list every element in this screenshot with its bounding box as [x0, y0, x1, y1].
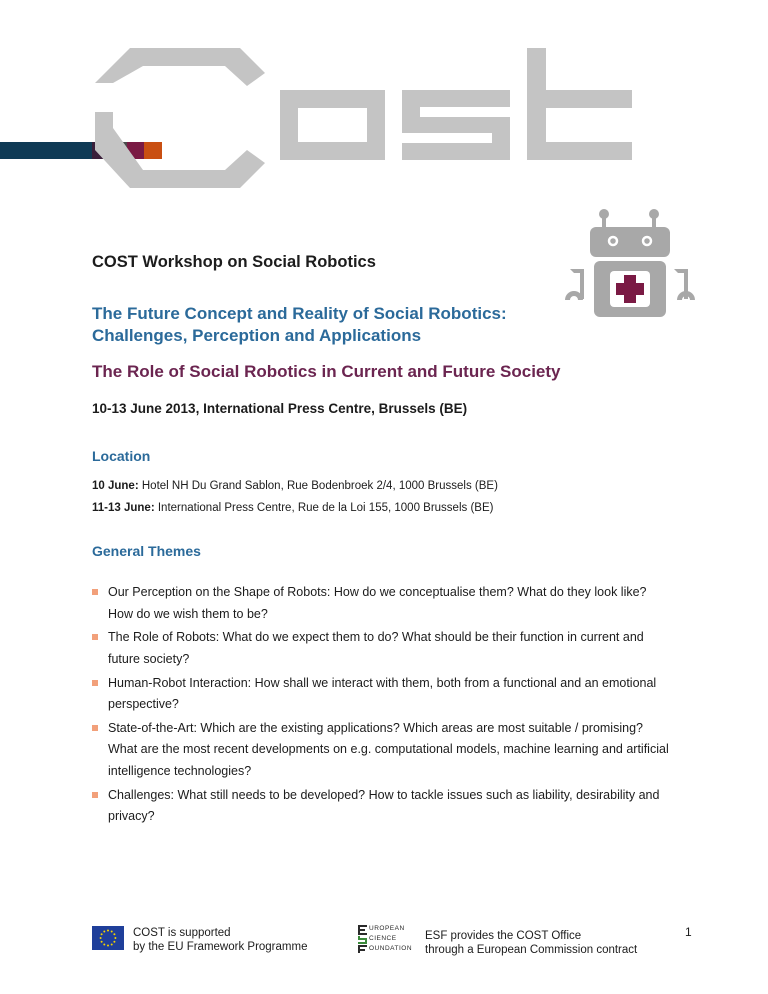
location-line — [92, 480, 498, 492]
bullet-icon — [92, 634, 98, 640]
subtitle-line-2: Challenges, Perception and Applications — [92, 326, 422, 345]
theme-item: Challenges: What still needs to be developed? How to tackle issues such as liability, desirability and privacy? — [92, 785, 692, 828]
themes-heading: General Themes — [92, 543, 201, 559]
location-heading: Location — [92, 448, 151, 464]
dateline: 10-13 June 2013, International Press Centre, Brussels (BE) — [92, 401, 468, 416]
logo-t-shape — [527, 48, 632, 160]
esf-letters-icon — [357, 924, 369, 954]
theme-item: State-of-the-Art: Which are the existing applications? Which areas are most suitable / promising? What are the most recent developments on e.g. computational models, machine learning and artificial intelligence technologies? — [92, 718, 692, 783]
location-line — [92, 502, 493, 514]
logo-stripe-orange — [144, 142, 162, 159]
subtitle — [92, 303, 507, 347]
theme-item: Our Perception on the Shape of Robots: How do we conceptualise them? What do they look like? How do we wish them to be? — [92, 582, 692, 625]
bullet-icon — [92, 680, 98, 686]
esf-logo: UROPEAN CIENCE OUNDATION — [357, 924, 421, 954]
eu-support-text: COST is supported by the EU Framework Programme — [133, 927, 308, 953]
logo-s-shape — [402, 90, 510, 160]
location-text: International Press Centre, Rue de la Loi 155, 1000 Brussels (BE) — [154, 502, 494, 514]
theme-item: Human-Robot Interaction: How shall we interact with them, both from a functional and an emotional perspective? — [92, 673, 692, 716]
bullet-icon — [92, 589, 98, 595]
cost-logo — [0, 0, 768, 200]
esf-text: ESF provides the COST Office through a European Commission contract — [425, 930, 638, 956]
page-number: 1 — [685, 925, 692, 939]
robot-icon — [560, 205, 700, 320]
role-title: The Role of Social Robotics in Current and Future Society — [92, 362, 561, 381]
location-date: 11-13 June: — [92, 502, 155, 514]
logo-c-shape — [95, 48, 265, 188]
bullet-icon — [92, 792, 98, 798]
workshop-title: COST Workshop on Social Robotics — [92, 253, 376, 271]
location-date: 10 June: — [92, 480, 139, 492]
logo-o-shape — [280, 90, 385, 160]
theme-item: The Role of Robots: What do we expect them to do? What should be their function in current and future society? — [92, 627, 692, 670]
bullet-icon — [92, 725, 98, 731]
logo-stripe-navy — [0, 142, 92, 159]
eu-flag-icon — [92, 926, 124, 950]
location-text: Hotel NH Du Grand Sablon, Rue Bodenbroek 2/4, 1000 Brussels (BE) — [138, 480, 498, 492]
themes-list — [92, 582, 692, 830]
subtitle-line-1: The Future Concept and Reality of Social Robotics: — [92, 304, 507, 323]
